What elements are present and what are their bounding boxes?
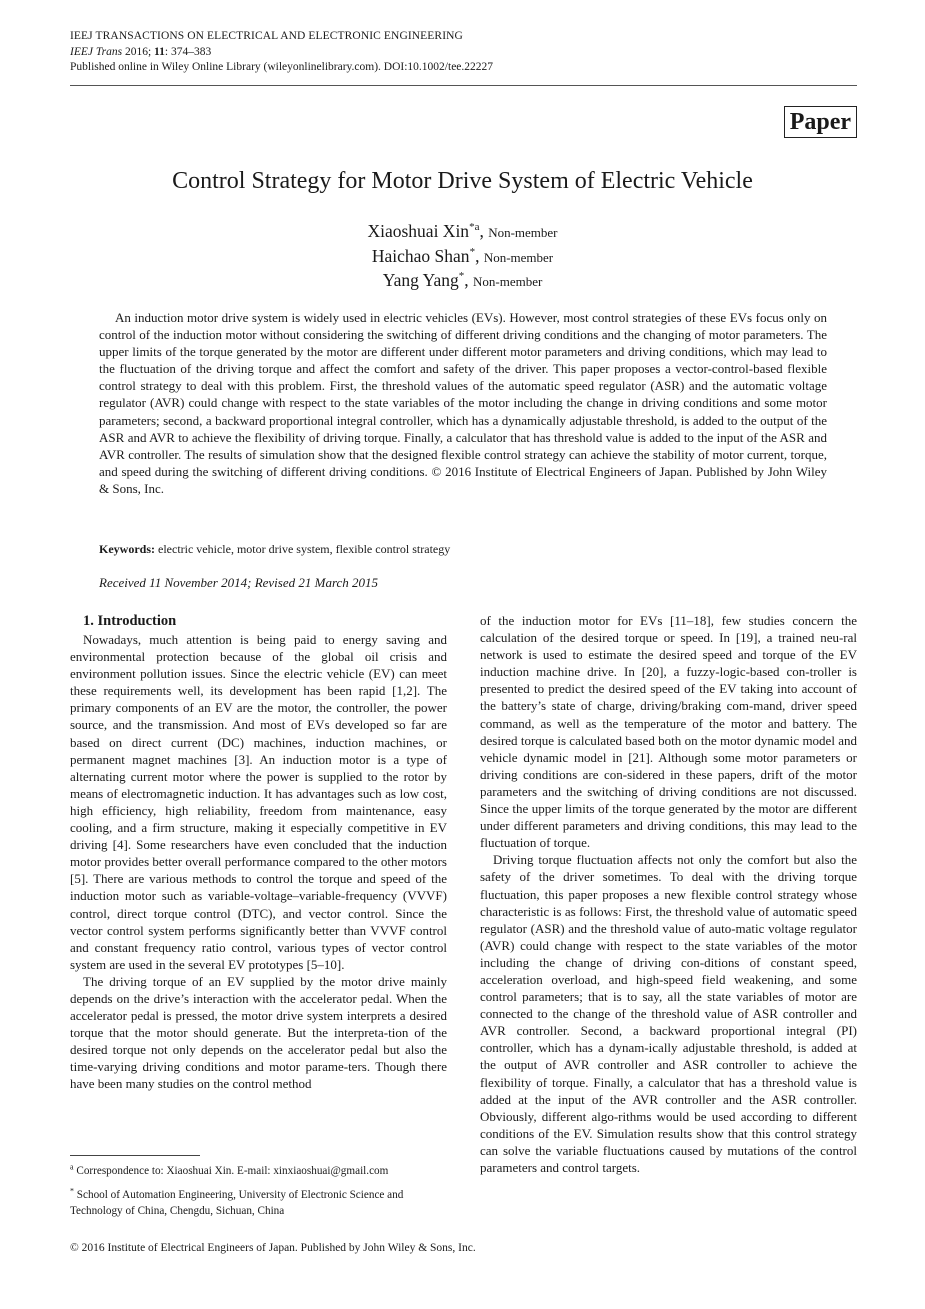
author-3: Yang Yang*, Non-member [382, 270, 543, 290]
author-membership: Non-member [483, 249, 554, 265]
paper-title: Control Strategy for Motor Drive System of Electric Vehicle [172, 168, 753, 194]
journal-header [70, 29, 493, 76]
citation-pages: : 374–383 [164, 45, 212, 58]
author-2: Haichao Shan*, Non-member [371, 245, 554, 266]
author-name: Yang Yang [382, 270, 459, 290]
author-mark: *a [469, 221, 480, 234]
received-dates: Received 11 November 2014; Revised 21 March 2015 [99, 575, 379, 590]
author-list [0, 220, 925, 294]
author-membership: Non-member [488, 225, 558, 240]
citation-year: 2016; [124, 45, 152, 58]
footnote-mark: a [70, 1162, 74, 1172]
paragraph: The driving torque of an EV supplied by the motor drive mainly depends on the drive’s interaction with the accelerator pedal. When the accelerator pedal is pressed, the motor drive system interprets a desired torque that the motor should generate. But the interpreta-tion of the desired torque not only depends on the accelerator pedal but also the time-varying driving conditions and motor parame-ters. Though there have been many studies on the control method [70, 973, 447, 1092]
author-name: Xiaoshuai Xin [367, 221, 470, 241]
citation-volume: 11 [154, 45, 165, 58]
author-mark: * [458, 270, 465, 283]
footnote-text: School of Automation Engineering, University of Electronic Science and Technology of China, Chengdu, Sichuan, China [70, 1189, 404, 1217]
footnote-affiliation [70, 1187, 448, 1219]
footnote-correspondence [70, 1163, 448, 1179]
citation-line [70, 45, 493, 61]
paragraph: of the induction motor for EVs [11–18], few studies concern the calculation of the desired torque or speed. In [19], a trained neu-ral network is used to estimate the desired speed and torque of the EV induction machine drive. In [20], a fuzzy-logic-based con-troller is presented to predict the desired speed of the EV taking into account of the battery’s state of charge, driving/braking com-mand, driver speed command, as well as the temperature of the motor and battery. The desired torque is calculated based both on the motor dynamic model and vehicle dynamic model in [21]. Although some motor parameters or driving conditions are con-sidered in these papers, drift of the motor parameters and the switching of driving conditions are not discussed. Since the upper limits of the torque generated by the motor are different under different parameters and driving conditions, this may lead to the fluctuation of torque. [480, 613, 857, 851]
section-heading: 1. Introduction [83, 613, 177, 629]
author-membership: Non-member [472, 274, 543, 289]
footnote-rule [70, 1155, 200, 1156]
page-footer: © 2016 Institute of Electrical Engineers of Japan. Published by John Wiley & Sons, Inc. [70, 1242, 476, 1254]
paragraph: Driving torque fluctuation affects not only the comfort but also the safety of the driver sometimes. To deal with the driving torque fluctuation, this paper proposes a new flexible control strategy whose characteristic is as follows: First, the threshold value of automatic speed regulator (ASR) and the threshold value of auto-matic voltage regulator (AVR) could change with respect to the state variables of the motor including the change of driving con-ditions of constant speed, acceleration overload, and high-speed field weakening, and some control parameters; that is to say, all the state variables of motor are connected to the change of the threshold value of ASR controller and AVR controller. Second, a backward proportional integral (PI) controller, which has a dynam-ically adjustable threshold, is added at the output of AVR controller and ASR controller to achieve the flexibility of torque. Finally, a calculator that has a threshold value is added at the input of the AVR controller and the ASR controller. Obviously, different algo-rithms would be used according to different conditions of the EV. Simulation results show that this control strategy can solve the variable fluctuations caused by mutations of the control parameters and control targets. [480, 852, 857, 1175]
footnote-text: Correspondence to: Xiaoshuai Xin. E-mail: xinxiaoshuai@gmail.com [76, 1165, 389, 1177]
author-name: Haichao Shan [371, 245, 470, 266]
header-rule [70, 85, 857, 86]
paper-label: Paper [784, 106, 857, 138]
paragraph: Nowadays, much attention is being paid to energy saving and environmental protection because of the global oil crisis and environment pollution issues. Since the electric vehicle (EV) can meet these requirements well, its development has been rapid [1,2]. The primary components of an EV are the motor, the controller, the power source, and the transmission. And most of EVs developed so far are based on direct current (DC) machines, induction machines, or permanent magnet machines [3]. An induction motor is a type of alternating current motor where the power is supplied to the rotor by means of electromagnetic induction. It has advantages such as low cost, high efficiency, high reliability, freedom from maintenance, easy cooling, and a firm structure, making it especially competitive in EV driving [4]. Some researchers have even concluded that the induction motor provides better overall performance compared to the other motors [5]. There are various methods to control the torque and speed of the induction motor such as variable-voltage–variable-frequency (VVVF) control, direct torque control (DTC), and vector control. Since the vector control system performs significantly better than VVVF control and constant frequency ratio control, various types of vector control system are used in the several EV prototypes [5–10]. [70, 632, 447, 972]
right-column [480, 612, 857, 1176]
author-1: Xiaoshuai Xin$^{*a}$, Non-member [367, 221, 558, 241]
author-mark: * [469, 245, 476, 258]
keywords-text: electric vehicle, motor drive system, flexible control strategy [158, 542, 451, 556]
keywords-label: Keywords: [99, 542, 155, 556]
keywords [99, 541, 450, 557]
journal-name: IEEJ TRANSACTIONS ON ELECTRICAL AND ELECTRONIC ENGINEERING [70, 30, 463, 42]
abstract: An induction motor drive system is widely used in electric vehicles (EVs). However, most control strategies of these EVs focus only on control of the induction motor without considering the switching of different driving conditions and the changing of motor parameters. The upper limits of the torque generated by the motor are different under different motor parameters and driving conditions, which may lead to the fluctuation of the driving torque and affect the comfort and safety of the driver. This paper proposes a vector-control-based flexible control strategy to deal with this problem. First, the threshold values of the automatic speed regulator (ASR) and the automatic voltage regulator (AVR) could change with respect to the state variables of the motor including the change in driving conditions and some motor parameters; second, a backward proportional integral controller, which has a dynamically adjustable threshold, is added to the output of the ASR and AVR to achieve the flexibility of driving torque. Finally, a calculator that has threshold value is added to the input of the ASR and AVR controller. The results of simulation show that the designed flexible control strategy can achieve the stability of motor current, torque, and speed during the switching of different driving conditions. © 2016 Institute of Electrical Engineers of Japan. Published by John Wiley & Sons, Inc. [99, 310, 827, 496]
left-column [70, 612, 447, 1093]
footnote-mark: * [70, 1186, 74, 1196]
citation-journal: IEEJ Trans [70, 45, 123, 58]
publication-info: Published online in Wiley Online Library (wileyonlinelibrary.com). DOI:10.1002/tee.22227 [70, 61, 494, 73]
